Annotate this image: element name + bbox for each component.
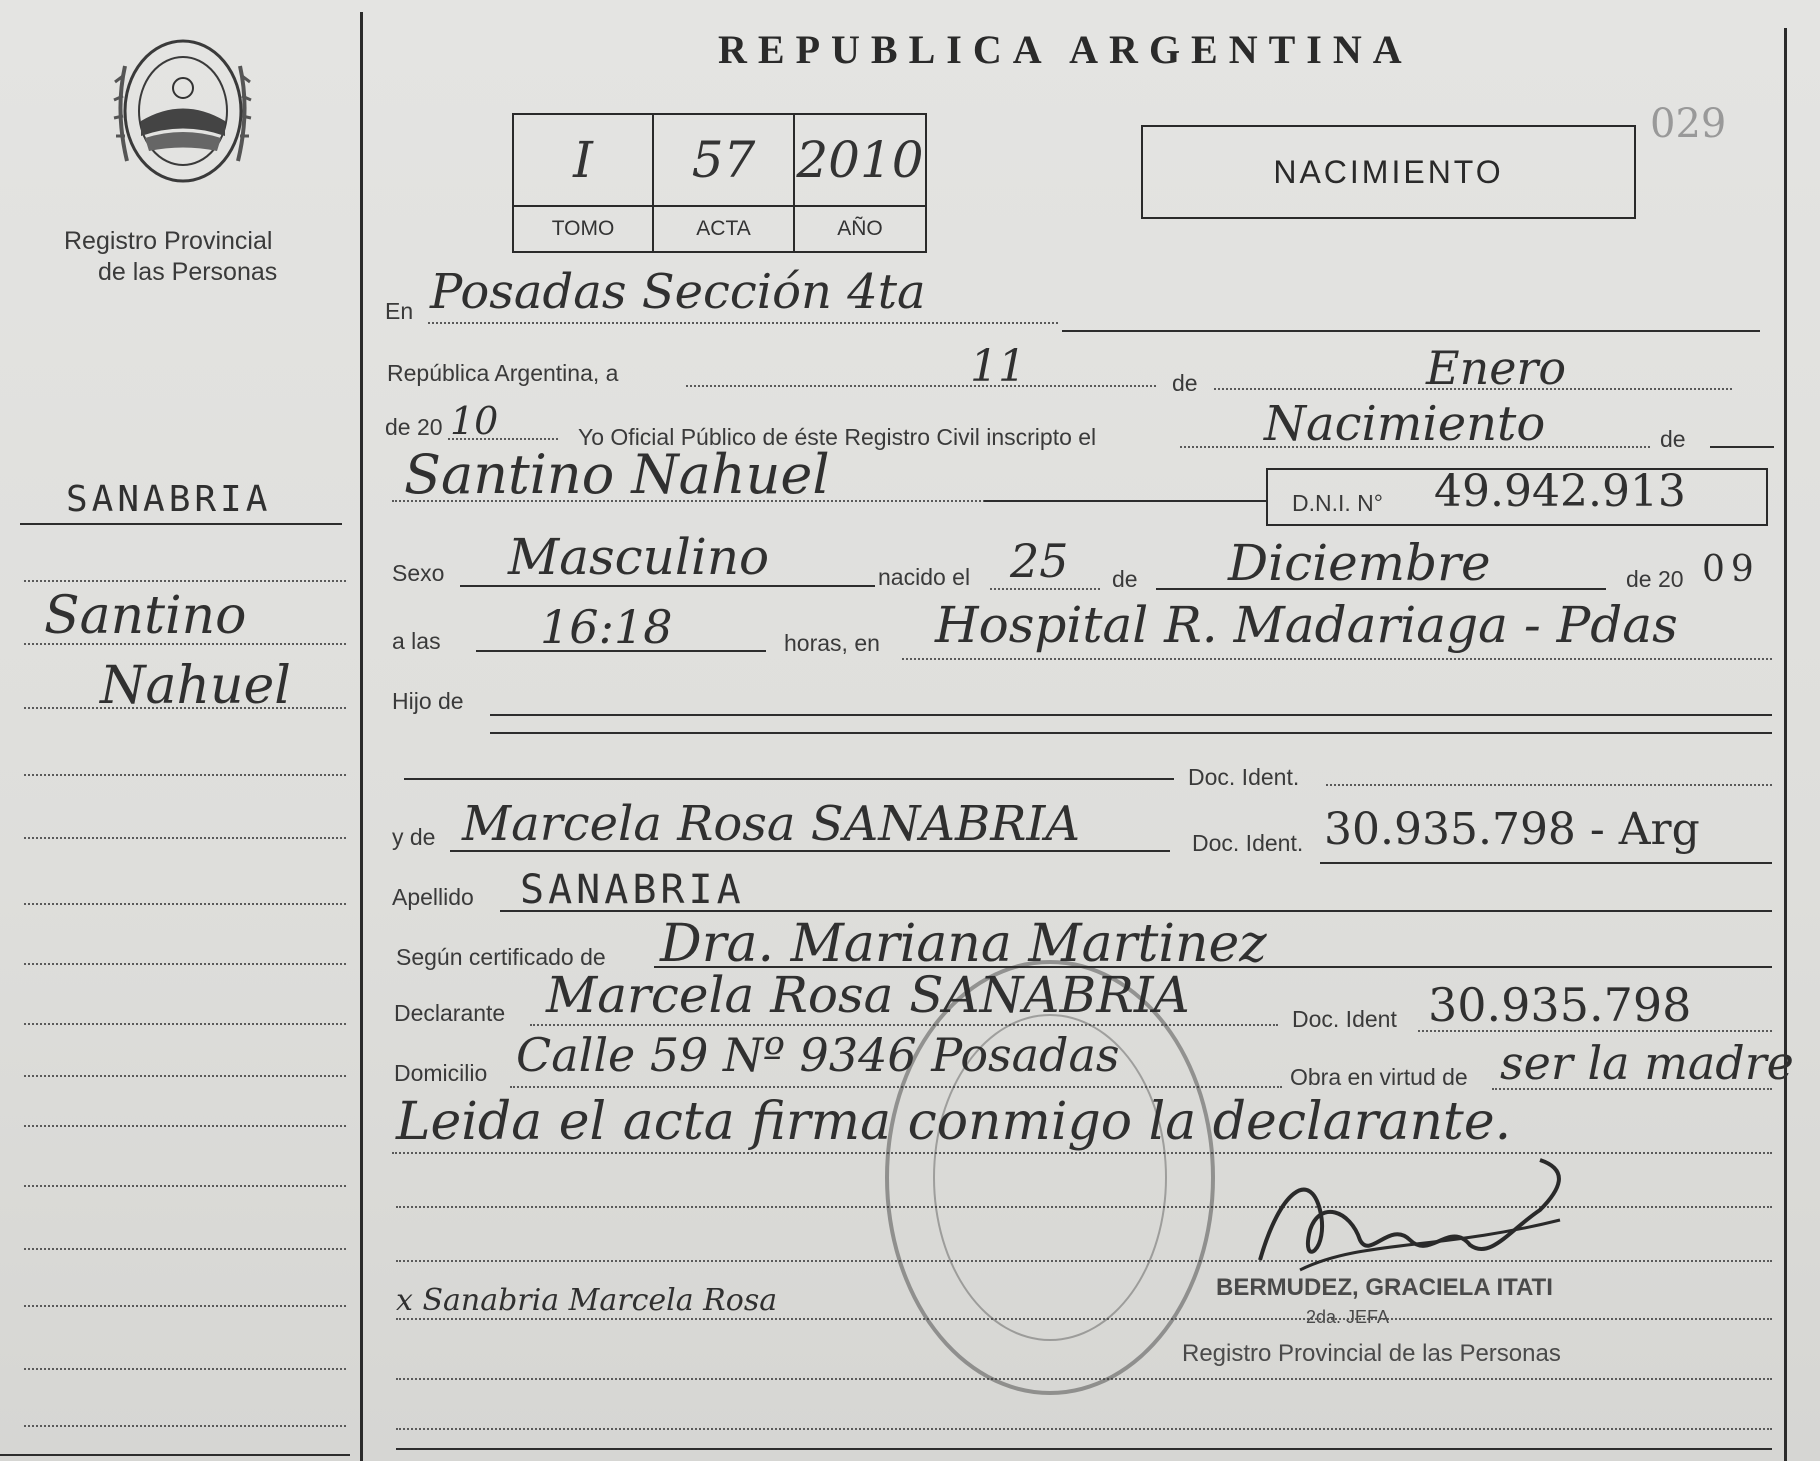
margin-dotted-line [24,1023,346,1025]
margin-surname: SANABRIA [66,479,272,520]
label-en: En [385,298,414,324]
line-hijo-de [490,714,1772,716]
margin-dotted-line [24,1368,346,1370]
label-apellido: Apellido [392,884,474,910]
entry-nac-anio-suffix: 09 [1702,549,1760,590]
acta-label: ACTA [654,207,795,251]
line-nombre-end [984,500,1266,502]
margin-dotted-line [24,903,346,905]
official-round-stamp [885,960,1215,1395]
record-id-table [512,113,927,253]
label-obra-virtud: Obra en virtud de [1290,1064,1468,1090]
corner-number: 029 [1650,101,1727,147]
blank-dotted-line [396,1428,1772,1430]
line-de-2 [1710,446,1774,448]
label-hijo-de: Hijo de [392,688,464,714]
line-nombre [392,500,992,502]
margin-given-name-1: Santino [44,586,247,646]
entry-inscripto: Nacimiento [1264,396,1546,452]
entry-madre-doc: 30.935.798 - Arg [1324,804,1700,855]
margin-surname-line [20,523,342,525]
entry-firma-declarante: x Sanabria Marcela Rosa [396,1283,778,1318]
line-apellido [500,910,1772,912]
line-en [428,322,1058,324]
entry-anio-suffix: 10 [450,399,499,443]
margin-dotted-line [24,963,346,965]
line-en-end [1062,330,1760,332]
line-obra-virtud [1492,1088,1772,1090]
entry-declarante-doc: 30.935.798 [1428,978,1692,1032]
entry-nac-dia: 25 [1010,534,1069,588]
label-doc-ident-b: Doc. Ident [1292,1006,1397,1032]
margin-dotted-line [24,1185,346,1187]
entry-certificado: Dra. Mariana Martinez [660,914,1267,974]
label-nacido-el: nacido el [878,564,971,590]
line-sexo [460,585,875,587]
margin-divider-line [360,12,363,1461]
margin-dotted-line [24,837,346,839]
record-type-box: NACIMIENTO [1141,125,1636,219]
margin-dotted-line [24,1425,346,1427]
line-nac-mes [1156,588,1606,590]
entry-domicilio: Calle 59 Nº 9346 Posadas [516,1028,1120,1082]
line-madre-doc [1320,862,1772,864]
entry-hora: 16:18 [540,600,673,654]
registry-name-line1: Registro Provincial [64,227,273,255]
label-republica: República Argentina, a [387,360,619,386]
entry-mes: Enero [1426,341,1567,395]
entry-leida: Leida el acta firma conmigo la declarante. [396,1092,1512,1152]
registry-name-line2: de las Personas [98,258,278,286]
official-office: Registro Provincial de las Personas [1182,1340,1561,1367]
margin-dotted-line [24,1305,346,1307]
bottom-line [396,1448,1772,1450]
margin-dotted-line [24,580,346,582]
entry-sexo: Masculino [508,528,770,586]
line-hora [476,650,766,652]
margin-dotted-line [24,1075,346,1077]
margin-dotted-line [24,1125,346,1127]
entry-dia: 11 [970,341,1026,392]
label-horas-en: horas, en [784,630,880,656]
entry-dni: 49.942.913 [1434,466,1686,517]
label-segun-cert: Según certificado de [396,944,606,970]
margin-bottom-line [0,1454,350,1456]
tomo-value: I [514,115,654,207]
label-de-20-b: de 20 [1626,566,1684,592]
entry-lugar-nac: Hospital R. Madariaga - Pdas [935,596,1678,654]
line-dia [686,385,1156,387]
margin-dotted-line [24,1248,346,1250]
entry-lugar: Posadas Sección 4ta [430,264,926,320]
label-de-2: de [1660,426,1686,452]
margin-dotted-line [24,707,346,709]
label-doc-ident-madre: Doc. Ident. [1192,830,1304,856]
anio-label: AÑO [837,217,883,240]
line-padre-doc [1326,784,1772,786]
line-declarante-doc [1418,1030,1772,1032]
margin-dotted-line [24,774,346,776]
official-role: 2da. JEFA [1306,1307,1390,1327]
country-title: REPUBLICA ARGENTINA [718,27,1413,72]
line-madre [450,850,1170,852]
label-yo-oficial: Yo Oficial Público de éste Registro Civil inscripto el [578,424,1097,450]
entry-declarante: Marcela Rosa SANABRIA [546,966,1190,1024]
right-border-line [1784,28,1787,1461]
line-anio [448,438,558,440]
label-de: de [1172,370,1198,396]
label-de-20: de 20 [385,414,443,440]
label-a-las: a las [392,628,441,654]
entry-obra-virtud: ser la madre [1500,1036,1794,1090]
label-dni: D.N.I. N° [1292,490,1383,516]
margin-dotted-line [24,643,346,645]
line-nac-dia [990,588,1100,590]
line-hijo-de-2 [490,732,1772,734]
margin-given-name-2: Nahuel [100,656,291,716]
entry-nombre: Santino Nahuel [404,443,830,506]
label-de-3: de [1112,566,1138,592]
province-seal-logo [105,26,260,196]
label-domicilio: Domicilio [394,1060,488,1086]
line-lugar-nac [902,658,1772,660]
anio-value: 2010 [795,115,925,207]
label-y-de: y de [392,824,436,850]
entry-apellido: SANABRIA [520,867,745,913]
label-doc-ident: Doc. Ident. [1188,764,1300,790]
label-declarante: Declarante [394,1000,506,1026]
label-sexo: Sexo [392,560,445,586]
acta-value: 57 [654,115,795,207]
official-name: BERMUDEZ, GRACIELA ITATI [1216,1274,1553,1301]
line-padre [404,778,1174,780]
entry-madre: Marcela Rosa SANABRIA [462,796,1081,852]
tomo-label: TOMO [514,207,654,251]
entry-nac-mes: Diciembre [1228,534,1491,592]
